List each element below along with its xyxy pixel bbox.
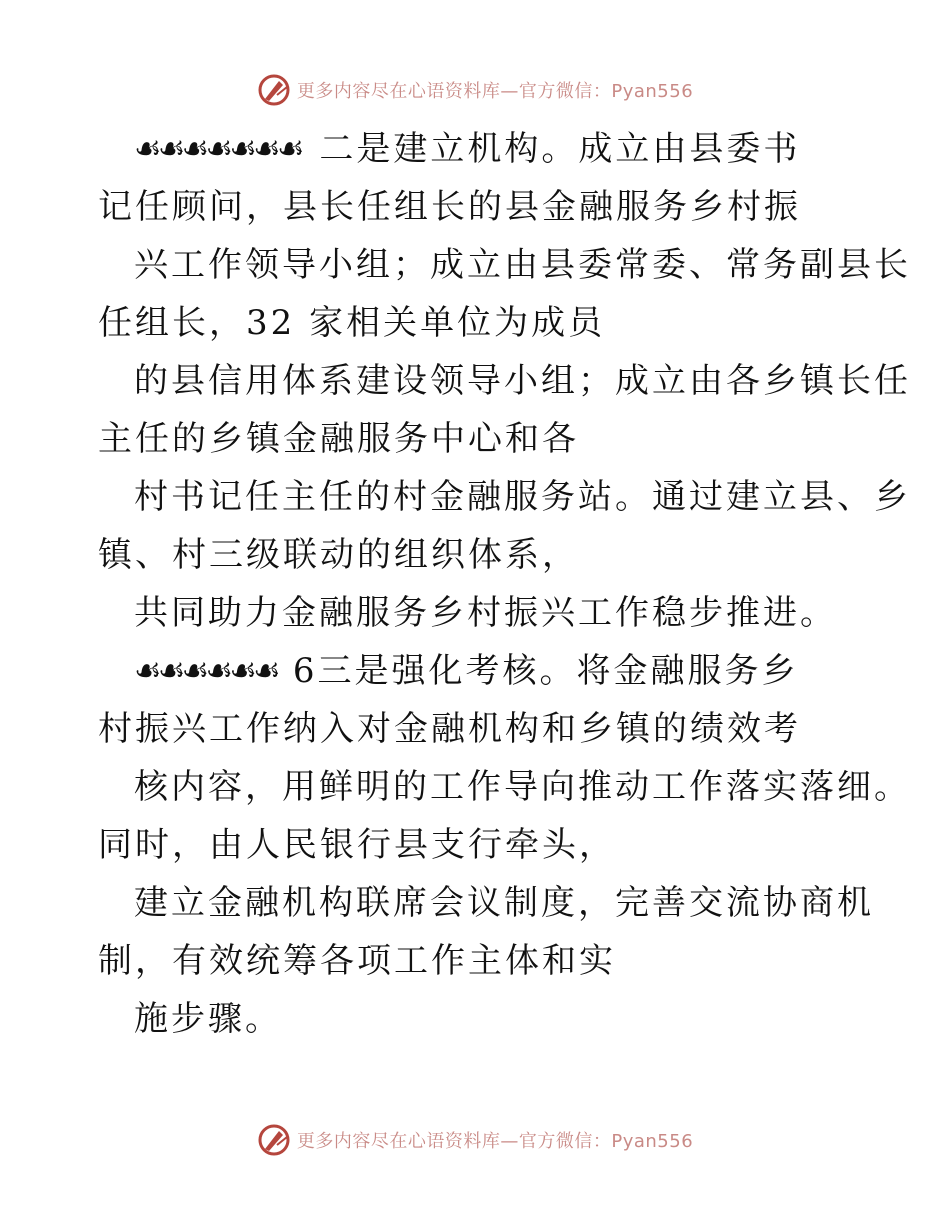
text-line: 村振兴工作纳入对金融机构和乡镇的绩效考 — [98, 709, 801, 749]
ornament-icon: ☙☙☙☙☙☙☙ — [134, 129, 301, 169]
document-body — [98, 120, 911, 1048]
text-line: 镇、村三级联动的组织体系， — [98, 535, 579, 575]
watermark-text: 更多内容尽在心语资料库—官方微信：Pyan556 — [296, 1131, 694, 1152]
text-line: ☙☙☙☙☙☙ 6三是强化考核。将金融服务乡 — [98, 642, 858, 700]
pen-logo-icon — [257, 1123, 291, 1157]
paragraph-establish-institutions — [98, 120, 911, 642]
text-line: 核内容，用鲜明的工作导向推动工作落实落细。 — [134, 767, 911, 807]
text-line: 共同助力金融服务乡村振兴工作稳步推进。 — [134, 593, 837, 633]
text-line: 村书记任主任的村金融服务站。通过建立县、乡 — [134, 477, 911, 517]
watermark-text: 更多内容尽在心语资料库—官方微信：Pyan556 — [296, 81, 694, 102]
text-line: 主任的乡镇金融服务中心和各 — [98, 419, 579, 459]
text-line: 记任顾问，县长任组长的县金融服务乡村振 — [98, 187, 801, 227]
text-line: 建立金融机构联席会议制度，完善交流协商机 — [134, 883, 874, 923]
ornament-icon: ☙☙☙☙☙☙ — [134, 651, 278, 691]
text-line: 制，有效统筹各项工作主体和实 — [98, 941, 616, 981]
paragraph-strengthen-assessment — [98, 642, 911, 1048]
text-line: 的县信用体系建设领导小组；成立由各乡镇长任 — [134, 361, 911, 401]
text-line: ☙☙☙☙☙☙☙ 二是建立机构。成立由县委书 — [98, 120, 858, 178]
text-line: 任组长，32 家相关单位为成员 — [98, 303, 606, 343]
pen-logo-icon — [257, 73, 291, 107]
footer-watermark — [0, 1120, 950, 1160]
header-watermark — [0, 70, 950, 110]
text-line: 兴工作领导小组；成立由县委常委、常务副县长 — [134, 245, 911, 285]
text-line: 同时，由人民银行县支行牵头， — [98, 825, 616, 865]
text-line: 施步骤。 — [134, 999, 282, 1039]
